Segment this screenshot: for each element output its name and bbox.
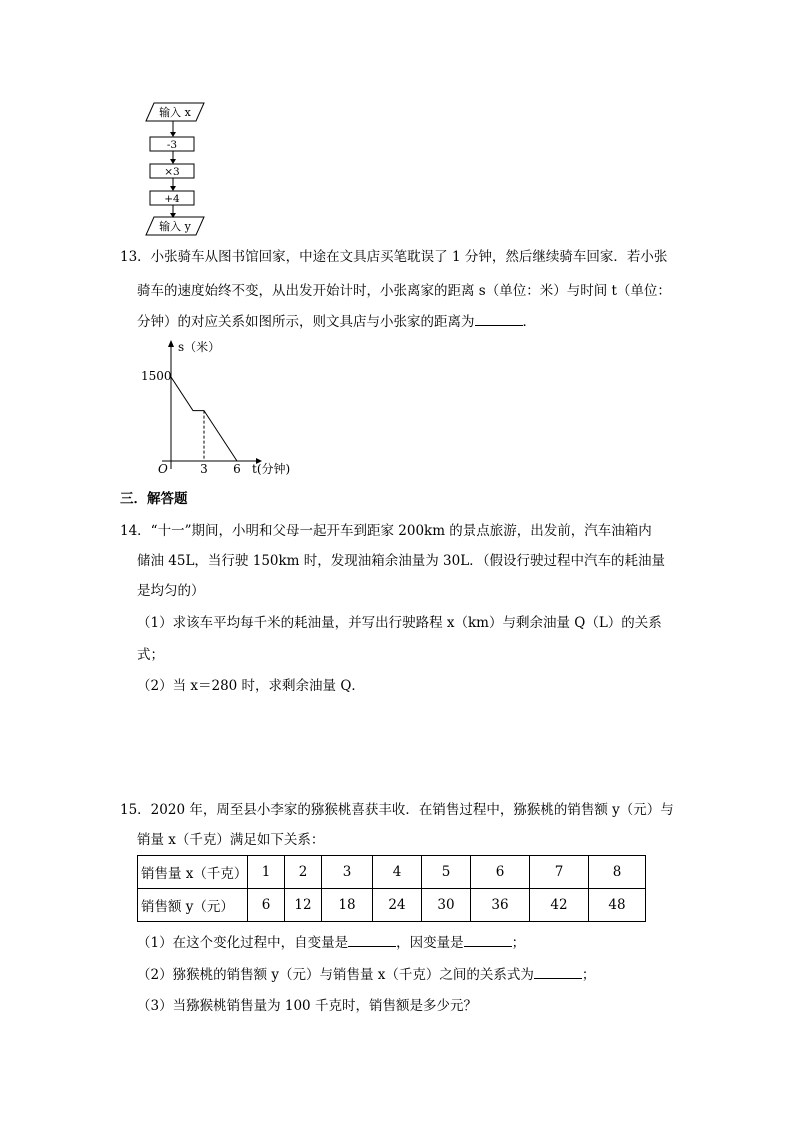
table-header-cell: 销售量 x（千克） <box>138 856 248 889</box>
y-axis-label: s（米） <box>178 340 221 354</box>
table-cell: 18 <box>322 889 373 922</box>
arrow-icon <box>170 159 176 164</box>
q14-part-2: （2）当 x＝280 时，求剩余油量 Q． <box>137 678 365 694</box>
sales-table <box>137 855 646 922</box>
flowchart-step-label: +4 <box>164 193 180 205</box>
section-title: 三．解答题 <box>120 491 188 507</box>
table-cell: 48 <box>589 889 646 922</box>
answer-blank[interactable] <box>534 966 582 979</box>
q15-line-2: 销量 x（千克）满足如下关系： <box>137 832 325 848</box>
table-row <box>138 856 646 889</box>
q15-part-1 <box>137 934 525 951</box>
q15-part-1-text-c: ； <box>511 935 526 951</box>
table-cell: 8 <box>589 856 646 889</box>
table-cell: 42 <box>530 889 589 922</box>
table-cell: 1 <box>248 856 285 889</box>
table-cell: 24 <box>373 889 422 922</box>
table-cell: 7 <box>530 856 589 889</box>
table-cell: 3 <box>322 856 373 889</box>
flowchart-step-label: ×3 <box>164 166 180 178</box>
distance-time-chart <box>138 337 310 482</box>
table-row <box>138 889 646 922</box>
q13-line-3-end: ． <box>522 314 536 330</box>
q13-line-2: 骑车的速度始终不变，从出发开始计时，小张离家的距离 s（单位：米）与时间 t（单位： <box>137 283 671 299</box>
q13-line-3 <box>137 313 536 330</box>
table-cell: 36 <box>471 889 530 922</box>
q14-part-1b: 式； <box>137 647 164 663</box>
y-axis-arrow-icon <box>168 340 174 347</box>
origin-label: O <box>158 462 168 476</box>
x-tick-label: 3 <box>200 462 208 476</box>
flowchart-output-label: 输入 y <box>159 220 191 233</box>
table-cell: 30 <box>422 889 471 922</box>
series-group <box>171 377 237 461</box>
q13-line-3-text: 分钟）的对应关系如图所示，则文具店与小张家的距离为 <box>137 314 475 330</box>
q15-part-2-text-b: ； <box>581 967 596 983</box>
q15-part-2 <box>137 966 595 983</box>
x-axis-label: t(分钟) <box>252 462 291 476</box>
q14-part-1a: （1）求该车平均每千米的耗油量，并写出行驶路程 x（km）与剩余油量 Q（L）的关系 <box>137 615 662 631</box>
answer-blank[interactable] <box>348 934 396 947</box>
q14-line-2: 储油 45L，当行驶 150km 时，发现油箱余油量为 30L．（假设行驶过程中汽车的耗油量 <box>137 553 665 569</box>
q14-line-1: 14．“十一”期间，小明和父母一起开车到距家 200km 的景点旅游，出发前，汽车油箱内 <box>120 523 652 539</box>
x-tick-label: 6 <box>233 462 241 476</box>
flowchart-input-label: 输入 x <box>159 106 191 119</box>
flowchart-step-label: -3 <box>166 139 178 151</box>
arrow-icon <box>170 132 176 137</box>
q15-part-1-text-a: （1）在这个变化过程中，自变量是 <box>137 935 349 951</box>
answer-blank[interactable] <box>475 313 523 326</box>
answer-blank[interactable] <box>464 934 512 947</box>
q15-part-1-text-b: ，因变量是 <box>396 935 464 951</box>
q15-part-3: （3）当猕猴桃销售量为 100 千克时，销售额是多少元？ <box>137 998 477 1014</box>
y-tick-label: 1500 <box>141 369 172 383</box>
table-cell: 2 <box>285 856 322 889</box>
q13-line-1: 13．小张骑车从图书馆回家，中途在文具店买笔耽误了 1 分钟，然后继续骑车回家．若小张 <box>120 249 668 265</box>
arrow-icon <box>170 186 176 191</box>
table-header-cell: 销售额 y（元） <box>138 889 248 922</box>
flowchart <box>140 100 210 238</box>
table-cell: 4 <box>373 856 422 889</box>
q14-line-3: 是均匀的） <box>137 583 205 599</box>
q15-line-1: 15．2020 年，周至县小李家的猕猴桃喜获丰收．在销售过程中，猕猴桃的销售额 y（元）与 <box>120 802 674 818</box>
table-cell: 6 <box>248 889 285 922</box>
table-cell: 6 <box>471 856 530 889</box>
table-cell: 12 <box>285 889 322 922</box>
table-cell: 5 <box>422 856 471 889</box>
q15-part-2-text-a: （2）猕猴桃的销售额 y（元）与销售量 x（千克）之间的关系式为 <box>137 967 534 983</box>
